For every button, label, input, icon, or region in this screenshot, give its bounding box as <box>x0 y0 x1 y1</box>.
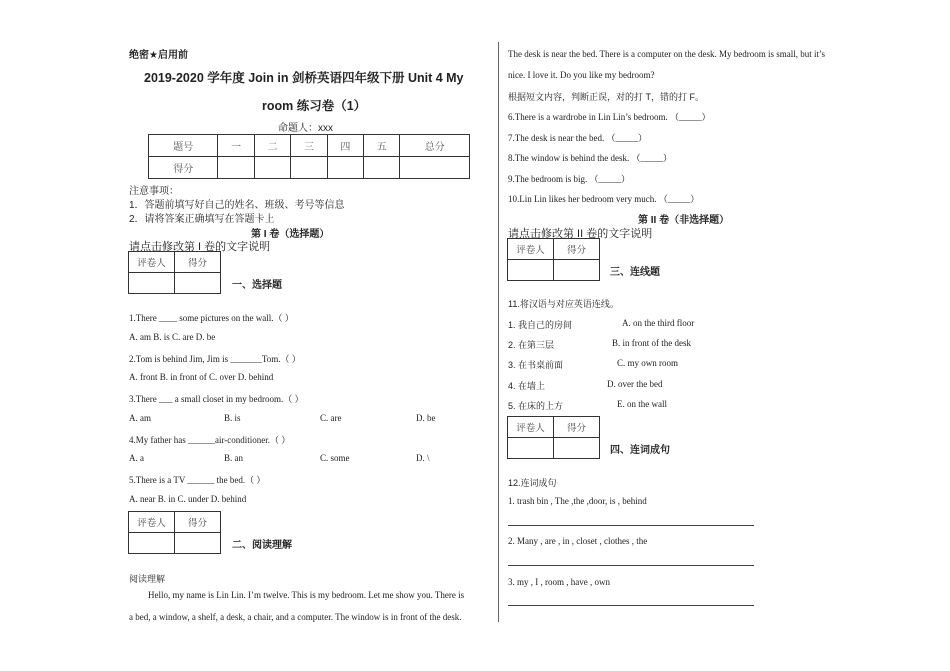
question-7: 7.The desk is near the bed. （_____） <box>508 133 647 143</box>
answer-line[interactable] <box>508 605 754 606</box>
reading-paragraph-line: The desk is near the bed. There is a computer on the desk. My bedroom is small, but it’s <box>508 49 826 59</box>
question-5: 5.There is a TV ______ the bed.（ ） <box>129 475 266 485</box>
score-table-score-row <box>149 157 470 179</box>
question-8: 8.The window is behind the desk. （_____） <box>508 153 672 163</box>
question-4: 4.My father has ______air-conditioner.（ ） <box>129 435 291 445</box>
section4-title: 四、连词成句 <box>610 445 670 456</box>
grader-table <box>507 416 600 459</box>
sentence-item: 1. trash bin , The ,the ,door, is , behind <box>508 496 647 506</box>
option-d: D. be <box>416 413 436 423</box>
grader-label: 评卷人 <box>129 252 175 273</box>
section2-title: 二、阅读理解 <box>232 540 292 551</box>
sentence-item: 3. my , I , room , have , own <box>508 577 610 587</box>
grader-table <box>128 511 221 554</box>
option-b: B. is <box>224 413 241 423</box>
reading-paragraph-line: a bed, a window, a shelf, a desk, a chair, and a computer. The window is in front of the desk. <box>129 612 462 622</box>
score-cell: 五 <box>364 135 400 157</box>
reading-subtitle: 阅读理解 <box>129 574 166 584</box>
grader-label: 得分 <box>175 252 221 273</box>
question-12: 12.连词成句 <box>508 478 557 488</box>
question-5-options: A. near B. in C. under D. behind <box>129 494 247 504</box>
question-2-options: A. front B. in front of C. over D. behind <box>129 372 274 382</box>
grader-blank[interactable] <box>508 438 554 459</box>
grader-blank[interactable] <box>554 260 600 281</box>
score-table <box>148 134 470 179</box>
notes-item: 1．答题前填写好自己的姓名、班级、考号等信息 <box>129 200 345 211</box>
answer-line[interactable] <box>508 565 754 566</box>
score-blank[interactable] <box>327 157 363 179</box>
question-1-options: A. am B. is C. are D. be <box>129 332 216 342</box>
grader-table <box>128 251 221 294</box>
option-c: C. some <box>320 453 350 463</box>
match-right-item[interactable]: A. on the third floor <box>622 318 695 328</box>
question-9: 9.The bedroom is big. （_____） <box>508 174 630 184</box>
score-blank[interactable] <box>400 157 470 179</box>
score-cell: 四 <box>327 135 363 157</box>
question-10: 10.Lin Lin likes her bedroom very much. （_____） <box>508 194 700 204</box>
option-b: B. an <box>224 453 243 463</box>
score-cell: 题号 <box>149 135 218 157</box>
answer-line[interactable] <box>508 525 754 526</box>
secret-label: 绝密★启用前 <box>129 50 188 61</box>
grader-blank[interactable] <box>175 533 221 554</box>
score-cell: 一 <box>218 135 254 157</box>
grader-label: 得分 <box>554 417 600 438</box>
notes-heading: 注意事项： <box>129 186 179 197</box>
option-d: D. \ <box>416 453 430 463</box>
option-a: A. am <box>129 413 151 423</box>
score-blank[interactable] <box>218 157 254 179</box>
title-line-1: 2019-2020 学年度 Join in 剑桥英语四年级下册 Unit 4 My <box>144 71 464 85</box>
grader-label: 评卷人 <box>508 239 554 260</box>
match-left-item[interactable]: 5. 在床的上方 <box>508 401 564 411</box>
question-3: 3.There ___ a small closet in my bedroom.（ ） <box>129 394 304 404</box>
grader-blank[interactable] <box>175 273 221 294</box>
match-left-item[interactable]: 3. 在书桌前面 <box>508 360 564 370</box>
column-divider <box>498 42 499 622</box>
section3-title: 三、连线题 <box>610 267 660 278</box>
grader-label: 得分 <box>175 512 221 533</box>
notes-item: 2．请将答案正确填写在答题卡上 <box>129 214 275 225</box>
question-1: 1.There ____ some pictures on the wall.（ ） <box>129 313 294 323</box>
question-6: 6.There is a wardrobe in Lin Lin’s bedroom. （_____） <box>508 112 711 122</box>
grader-blank[interactable] <box>129 273 175 294</box>
match-right-item[interactable]: D. over the bed <box>607 379 663 389</box>
match-left-item[interactable]: 4. 在墙上 <box>508 381 546 391</box>
score-blank[interactable] <box>291 157 327 179</box>
question-2: 2.Tom is behind Jim, Jim is _______Tom.（ ） <box>129 354 301 364</box>
grader-table <box>507 238 600 281</box>
sentence-item: 2. Many , are , in , closet , clothes , the <box>508 536 648 546</box>
title-line-2: room 练习卷（1） <box>262 99 367 113</box>
match-right-item[interactable]: C. my own room <box>617 358 679 368</box>
option-a: A. a <box>129 453 144 463</box>
score-blank[interactable] <box>254 157 290 179</box>
part2-hint: 请点击修改第 II 卷的文字说明 <box>508 228 653 240</box>
part2-title: 第 II 卷（非选择题） <box>638 215 730 226</box>
reading-instruction: 根据短文内容，判断正误，对的打 T，错的打 F。 <box>508 92 704 102</box>
score-cell: 二 <box>254 135 290 157</box>
grader-blank[interactable] <box>129 533 175 554</box>
author: 命题人：xxx <box>278 123 333 134</box>
question-11: 11.将汉语与对应英语连线。 <box>508 299 619 309</box>
match-left-item[interactable]: 1. 我自己的房间 <box>508 320 573 330</box>
option-c: C. are <box>320 413 342 423</box>
score-cell: 总分 <box>400 135 470 157</box>
section1-title: 一、选择题 <box>232 280 282 291</box>
reading-paragraph-line: nice. I love it. Do you like my bedroom? <box>508 70 655 80</box>
match-right-item[interactable]: E. on the wall <box>617 399 667 409</box>
grader-blank[interactable] <box>508 260 554 281</box>
match-left-item[interactable]: 2. 在第三层 <box>508 340 555 350</box>
grader-blank[interactable] <box>554 438 600 459</box>
part1-title: 第 I 卷（选择题） <box>251 229 330 240</box>
grader-label: 评卷人 <box>508 417 554 438</box>
grader-label: 评卷人 <box>129 512 175 533</box>
grader-label: 得分 <box>554 239 600 260</box>
match-right-item[interactable]: B. in front of the desk <box>612 338 691 348</box>
reading-paragraph-line: Hello, my name is Lin Lin. I’m twelve. This is my bedroom. Let me show you. There is <box>148 590 465 600</box>
score-blank[interactable] <box>364 157 400 179</box>
part1-hint: 请点击修改第 I 卷的文字说明 <box>129 241 271 253</box>
score-cell: 三 <box>291 135 327 157</box>
score-table-header-row <box>149 135 470 157</box>
score-cell: 得分 <box>149 157 218 179</box>
